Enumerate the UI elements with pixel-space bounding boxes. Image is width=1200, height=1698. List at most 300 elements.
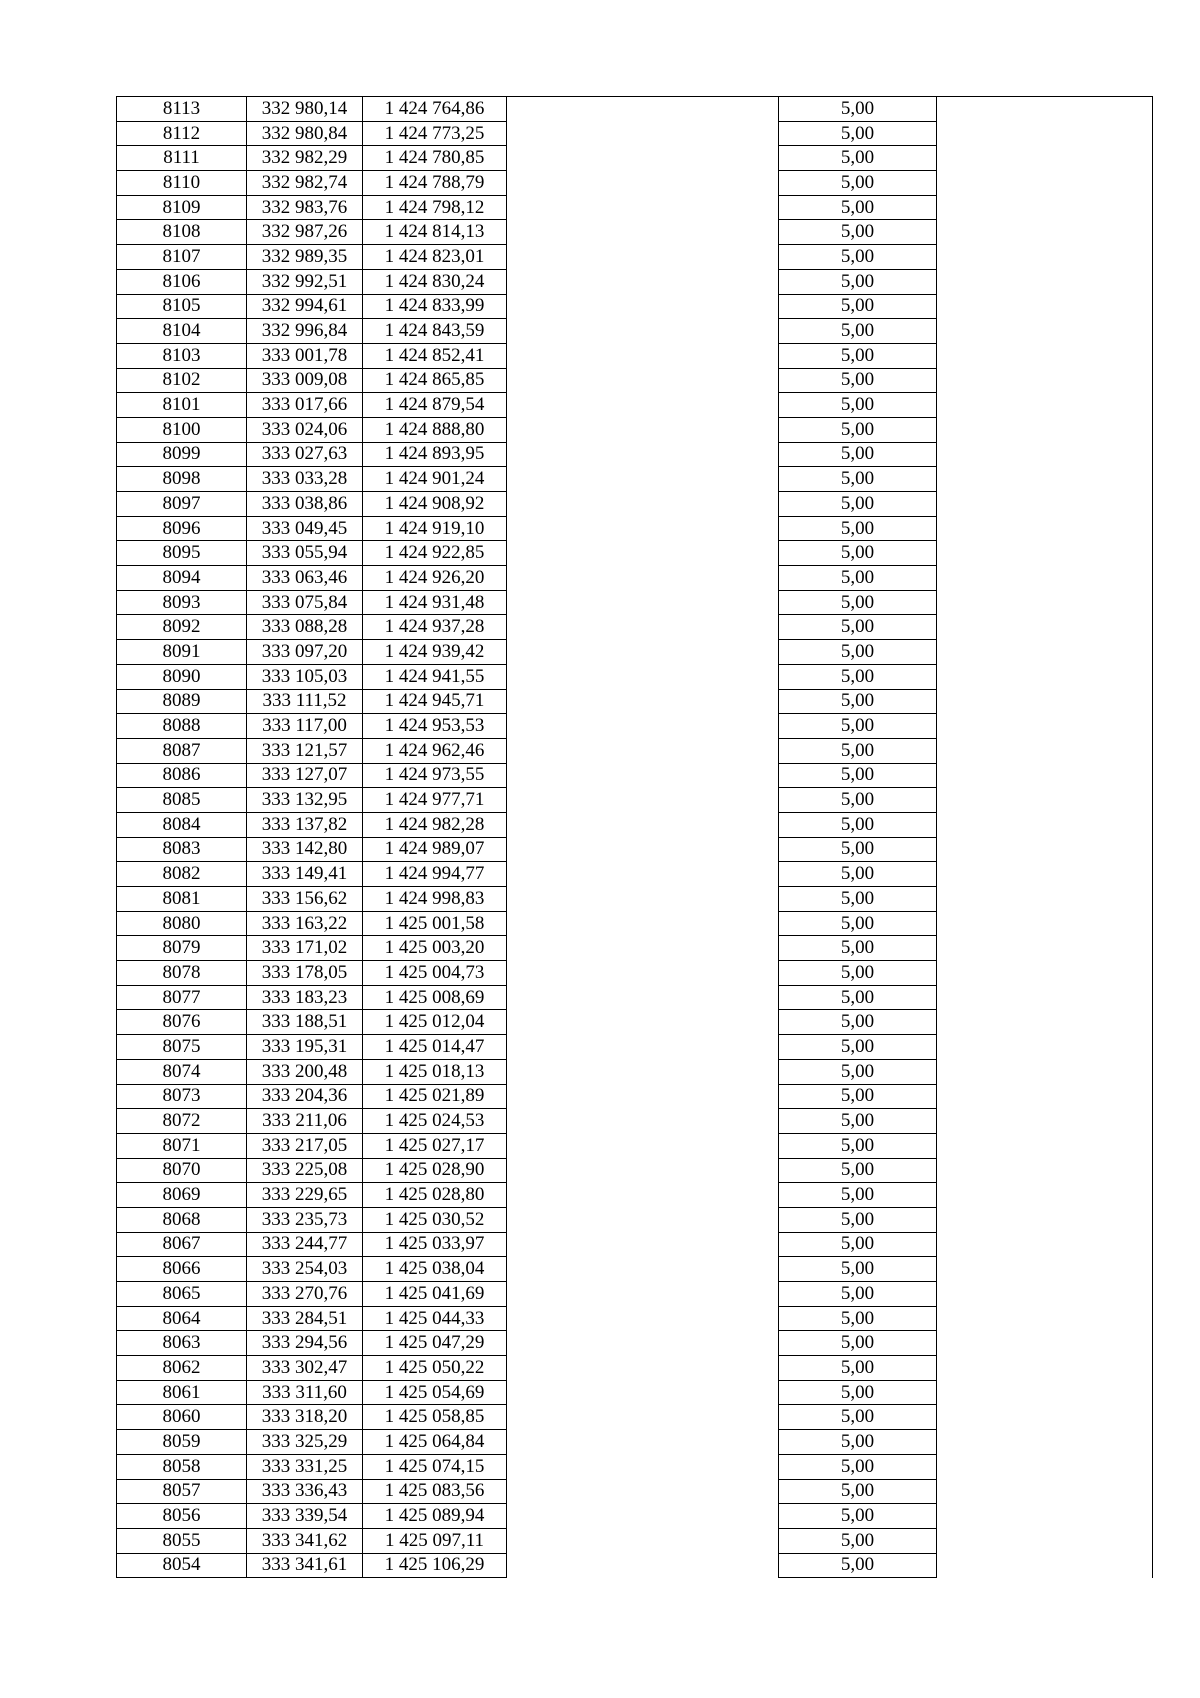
point-number-cell: 8062 <box>117 1356 247 1381</box>
empty-cell <box>937 1331 1153 1356</box>
point-number-cell: 8083 <box>117 837 247 862</box>
point-number-cell: 8066 <box>117 1257 247 1282</box>
point-number-cell: 8100 <box>117 417 247 442</box>
y-coordinate-cell: 1 424 764,86 <box>363 97 507 122</box>
y-coordinate-cell: 1 424 919,10 <box>363 516 507 541</box>
y-coordinate-cell: 1 425 089,94 <box>363 1504 507 1529</box>
x-coordinate-cell: 333 127,07 <box>247 763 363 788</box>
empty-cell <box>507 566 779 591</box>
x-coordinate-cell: 333 270,76 <box>247 1282 363 1307</box>
empty-cell <box>937 245 1153 270</box>
empty-cell <box>507 393 779 418</box>
point-number-cell: 8076 <box>117 1010 247 1035</box>
value-cell: 5,00 <box>779 763 937 788</box>
empty-cell <box>507 343 779 368</box>
empty-cell <box>937 664 1153 689</box>
coordinates-table-body <box>117 97 1153 1578</box>
point-number-cell: 8082 <box>117 862 247 887</box>
y-coordinate-cell: 1 424 830,24 <box>363 269 507 294</box>
value-cell: 5,00 <box>779 121 937 146</box>
empty-cell <box>937 1528 1153 1553</box>
value-cell: 5,00 <box>779 516 937 541</box>
y-coordinate-cell: 1 425 028,90 <box>363 1158 507 1183</box>
point-number-cell: 8106 <box>117 269 247 294</box>
table-row <box>117 492 1153 517</box>
x-coordinate-cell: 333 038,86 <box>247 492 363 517</box>
value-cell: 5,00 <box>779 862 937 887</box>
value-cell: 5,00 <box>779 220 937 245</box>
empty-cell <box>507 1207 779 1232</box>
y-coordinate-cell: 1 425 074,15 <box>363 1454 507 1479</box>
x-coordinate-cell: 333 105,03 <box>247 664 363 689</box>
point-number-cell: 8079 <box>117 936 247 961</box>
empty-cell <box>937 714 1153 739</box>
empty-cell <box>937 1504 1153 1529</box>
empty-cell <box>937 343 1153 368</box>
empty-cell <box>507 97 779 122</box>
value-cell: 5,00 <box>779 1356 937 1381</box>
empty-cell <box>507 590 779 615</box>
x-coordinate-cell: 333 088,28 <box>247 615 363 640</box>
x-coordinate-cell: 333 156,62 <box>247 887 363 912</box>
value-cell: 5,00 <box>779 1528 937 1553</box>
point-number-cell: 8108 <box>117 220 247 245</box>
table-row <box>117 763 1153 788</box>
y-coordinate-cell: 1 424 788,79 <box>363 171 507 196</box>
x-coordinate-cell: 333 142,80 <box>247 837 363 862</box>
point-number-cell: 8093 <box>117 590 247 615</box>
x-coordinate-cell: 333 178,05 <box>247 961 363 986</box>
empty-cell <box>507 1504 779 1529</box>
y-coordinate-cell: 1 425 047,29 <box>363 1331 507 1356</box>
empty-cell <box>937 492 1153 517</box>
point-number-cell: 8084 <box>117 812 247 837</box>
table-row <box>117 467 1153 492</box>
table-row <box>117 911 1153 936</box>
x-coordinate-cell: 333 024,06 <box>247 417 363 442</box>
x-coordinate-cell: 333 331,25 <box>247 1454 363 1479</box>
y-coordinate-cell: 1 424 937,28 <box>363 615 507 640</box>
value-cell: 5,00 <box>779 911 937 936</box>
table-row <box>117 640 1153 665</box>
point-number-cell: 8074 <box>117 1059 247 1084</box>
empty-cell <box>937 393 1153 418</box>
empty-cell <box>937 1306 1153 1331</box>
point-number-cell: 8086 <box>117 763 247 788</box>
value-cell: 5,00 <box>779 689 937 714</box>
x-coordinate-cell: 333 183,23 <box>247 985 363 1010</box>
point-number-cell: 8102 <box>117 368 247 393</box>
x-coordinate-cell: 333 171,02 <box>247 936 363 961</box>
empty-cell <box>507 1109 779 1134</box>
y-coordinate-cell: 1 424 931,48 <box>363 590 507 615</box>
value-cell: 5,00 <box>779 1405 937 1430</box>
table-row <box>117 1232 1153 1257</box>
value-cell: 5,00 <box>779 1430 937 1455</box>
empty-cell <box>507 1183 779 1208</box>
table-row <box>117 1479 1153 1504</box>
x-coordinate-cell: 332 989,35 <box>247 245 363 270</box>
point-number-cell: 8070 <box>117 1158 247 1183</box>
empty-cell <box>507 492 779 517</box>
point-number-cell: 8064 <box>117 1306 247 1331</box>
table-row <box>117 1282 1153 1307</box>
x-coordinate-cell: 333 284,51 <box>247 1306 363 1331</box>
y-coordinate-cell: 1 424 893,95 <box>363 442 507 467</box>
empty-cell <box>937 985 1153 1010</box>
empty-cell <box>507 269 779 294</box>
value-cell: 5,00 <box>779 492 937 517</box>
point-number-cell: 8072 <box>117 1109 247 1134</box>
x-coordinate-cell: 332 996,84 <box>247 319 363 344</box>
empty-cell <box>507 887 779 912</box>
y-coordinate-cell: 1 424 926,20 <box>363 566 507 591</box>
point-number-cell: 8060 <box>117 1405 247 1430</box>
point-number-cell: 8080 <box>117 911 247 936</box>
empty-cell <box>937 566 1153 591</box>
point-number-cell: 8071 <box>117 1133 247 1158</box>
empty-cell <box>507 788 779 813</box>
value-cell: 5,00 <box>779 442 937 467</box>
x-coordinate-cell: 333 017,66 <box>247 393 363 418</box>
empty-cell <box>507 319 779 344</box>
y-coordinate-cell: 1 424 823,01 <box>363 245 507 270</box>
point-number-cell: 8059 <box>117 1430 247 1455</box>
empty-cell <box>937 368 1153 393</box>
y-coordinate-cell: 1 424 962,46 <box>363 738 507 763</box>
y-coordinate-cell: 1 424 939,42 <box>363 640 507 665</box>
x-coordinate-cell: 333 055,94 <box>247 541 363 566</box>
empty-cell <box>937 1257 1153 1282</box>
value-cell: 5,00 <box>779 294 937 319</box>
table-row <box>117 1207 1153 1232</box>
table-row <box>117 615 1153 640</box>
table-row <box>117 738 1153 763</box>
y-coordinate-cell: 1 425 001,58 <box>363 911 507 936</box>
y-coordinate-cell: 1 425 064,84 <box>363 1430 507 1455</box>
table-row <box>117 1553 1153 1578</box>
table-row <box>117 343 1153 368</box>
empty-cell <box>937 1035 1153 1060</box>
x-coordinate-cell: 333 033,28 <box>247 467 363 492</box>
x-coordinate-cell: 332 982,74 <box>247 171 363 196</box>
empty-cell <box>937 1109 1153 1134</box>
y-coordinate-cell: 1 425 030,52 <box>363 1207 507 1232</box>
value-cell: 5,00 <box>779 887 937 912</box>
empty-cell <box>937 837 1153 862</box>
table-row <box>117 121 1153 146</box>
empty-cell <box>937 1553 1153 1578</box>
y-coordinate-cell: 1 424 865,85 <box>363 368 507 393</box>
value-cell: 5,00 <box>779 1553 937 1578</box>
empty-cell <box>507 1133 779 1158</box>
empty-cell <box>507 812 779 837</box>
value-cell: 5,00 <box>779 1331 937 1356</box>
empty-cell <box>507 1380 779 1405</box>
value-cell: 5,00 <box>779 1454 937 1479</box>
y-coordinate-cell: 1 425 003,20 <box>363 936 507 961</box>
value-cell: 5,00 <box>779 146 937 171</box>
x-coordinate-cell: 333 204,36 <box>247 1084 363 1109</box>
point-number-cell: 8077 <box>117 985 247 1010</box>
x-coordinate-cell: 333 235,73 <box>247 1207 363 1232</box>
y-coordinate-cell: 1 424 973,55 <box>363 763 507 788</box>
y-coordinate-cell: 1 425 004,73 <box>363 961 507 986</box>
point-number-cell: 8090 <box>117 664 247 689</box>
x-coordinate-cell: 333 311,60 <box>247 1380 363 1405</box>
value-cell: 5,00 <box>779 1084 937 1109</box>
empty-cell <box>937 195 1153 220</box>
y-coordinate-cell: 1 425 028,80 <box>363 1183 507 1208</box>
y-coordinate-cell: 1 424 945,71 <box>363 689 507 714</box>
empty-cell <box>937 1207 1153 1232</box>
empty-cell <box>507 911 779 936</box>
value-cell: 5,00 <box>779 714 937 739</box>
empty-cell <box>937 1454 1153 1479</box>
empty-cell <box>507 368 779 393</box>
value-cell: 5,00 <box>779 640 937 665</box>
empty-cell <box>507 936 779 961</box>
point-number-cell: 8096 <box>117 516 247 541</box>
empty-cell <box>507 1232 779 1257</box>
value-cell: 5,00 <box>779 1479 937 1504</box>
value-cell: 5,00 <box>779 1183 937 1208</box>
table-row <box>117 1306 1153 1331</box>
y-coordinate-cell: 1 425 097,11 <box>363 1528 507 1553</box>
value-cell: 5,00 <box>779 245 937 270</box>
empty-cell <box>937 862 1153 887</box>
empty-cell <box>507 146 779 171</box>
point-number-cell: 8057 <box>117 1479 247 1504</box>
table-row <box>117 1405 1153 1430</box>
table-row <box>117 1059 1153 1084</box>
empty-cell <box>937 738 1153 763</box>
point-number-cell: 8055 <box>117 1528 247 1553</box>
x-coordinate-cell: 333 001,78 <box>247 343 363 368</box>
y-coordinate-cell: 1 424 843,59 <box>363 319 507 344</box>
point-number-cell: 8105 <box>117 294 247 319</box>
table-row <box>117 812 1153 837</box>
empty-cell <box>937 1405 1153 1430</box>
point-number-cell: 8111 <box>117 146 247 171</box>
x-coordinate-cell: 333 027,63 <box>247 442 363 467</box>
point-number-cell: 8068 <box>117 1207 247 1232</box>
table-row <box>117 1331 1153 1356</box>
empty-cell <box>507 1356 779 1381</box>
table-row <box>117 1035 1153 1060</box>
y-coordinate-cell: 1 425 058,85 <box>363 1405 507 1430</box>
point-number-cell: 8063 <box>117 1331 247 1356</box>
table-row <box>117 442 1153 467</box>
point-number-cell: 8078 <box>117 961 247 986</box>
point-number-cell: 8073 <box>117 1084 247 1109</box>
value-cell: 5,00 <box>779 1158 937 1183</box>
y-coordinate-cell: 1 425 041,69 <box>363 1282 507 1307</box>
table-row <box>117 566 1153 591</box>
y-coordinate-cell: 1 424 879,54 <box>363 393 507 418</box>
value-cell: 5,00 <box>779 1133 937 1158</box>
y-coordinate-cell: 1 425 044,33 <box>363 1306 507 1331</box>
table-row <box>117 368 1153 393</box>
point-number-cell: 8113 <box>117 97 247 122</box>
point-number-cell: 8098 <box>117 467 247 492</box>
x-coordinate-cell: 333 254,03 <box>247 1257 363 1282</box>
point-number-cell: 8092 <box>117 615 247 640</box>
x-coordinate-cell: 333 229,65 <box>247 1183 363 1208</box>
x-coordinate-cell: 332 992,51 <box>247 269 363 294</box>
table-row <box>117 1158 1153 1183</box>
value-cell: 5,00 <box>779 788 937 813</box>
table-row <box>117 245 1153 270</box>
empty-cell <box>937 319 1153 344</box>
empty-cell <box>937 1059 1153 1084</box>
point-number-cell: 8112 <box>117 121 247 146</box>
empty-cell <box>937 541 1153 566</box>
table-row <box>117 171 1153 196</box>
y-coordinate-cell: 1 425 012,04 <box>363 1010 507 1035</box>
value-cell: 5,00 <box>779 1059 937 1084</box>
empty-cell <box>507 442 779 467</box>
empty-cell <box>937 442 1153 467</box>
empty-cell <box>507 837 779 862</box>
point-number-cell: 8058 <box>117 1454 247 1479</box>
empty-cell <box>937 516 1153 541</box>
empty-cell <box>937 1133 1153 1158</box>
value-cell: 5,00 <box>779 985 937 1010</box>
empty-cell <box>507 664 779 689</box>
x-coordinate-cell: 332 987,26 <box>247 220 363 245</box>
empty-cell <box>937 689 1153 714</box>
value-cell: 5,00 <box>779 1232 937 1257</box>
point-number-cell: 8107 <box>117 245 247 270</box>
table-row <box>117 1380 1153 1405</box>
empty-cell <box>507 1158 779 1183</box>
point-number-cell: 8109 <box>117 195 247 220</box>
empty-cell <box>507 763 779 788</box>
point-number-cell: 8087 <box>117 738 247 763</box>
empty-cell <box>937 1232 1153 1257</box>
table-row <box>117 985 1153 1010</box>
empty-cell <box>937 1183 1153 1208</box>
table-row <box>117 714 1153 739</box>
x-coordinate-cell: 333 244,77 <box>247 1232 363 1257</box>
table-row <box>117 220 1153 245</box>
table-row <box>117 1183 1153 1208</box>
x-coordinate-cell: 333 341,62 <box>247 1528 363 1553</box>
y-coordinate-cell: 1 424 922,85 <box>363 541 507 566</box>
empty-cell <box>507 541 779 566</box>
y-coordinate-cell: 1 425 018,13 <box>363 1059 507 1084</box>
x-coordinate-cell: 333 188,51 <box>247 1010 363 1035</box>
x-coordinate-cell: 333 049,45 <box>247 516 363 541</box>
empty-cell <box>507 1331 779 1356</box>
x-coordinate-cell: 333 111,52 <box>247 689 363 714</box>
y-coordinate-cell: 1 424 998,83 <box>363 887 507 912</box>
table-row <box>117 1454 1153 1479</box>
y-coordinate-cell: 1 425 050,22 <box>363 1356 507 1381</box>
x-coordinate-cell: 333 163,22 <box>247 911 363 936</box>
empty-cell <box>937 763 1153 788</box>
value-cell: 5,00 <box>779 343 937 368</box>
empty-cell <box>937 887 1153 912</box>
x-coordinate-cell: 332 994,61 <box>247 294 363 319</box>
empty-cell <box>507 195 779 220</box>
empty-cell <box>507 294 779 319</box>
table-row <box>117 862 1153 887</box>
value-cell: 5,00 <box>779 566 937 591</box>
point-number-cell: 8067 <box>117 1232 247 1257</box>
y-coordinate-cell: 1 425 083,56 <box>363 1479 507 1504</box>
x-coordinate-cell: 333 132,95 <box>247 788 363 813</box>
point-number-cell: 8104 <box>117 319 247 344</box>
empty-cell <box>937 171 1153 196</box>
y-coordinate-cell: 1 424 994,77 <box>363 862 507 887</box>
value-cell: 5,00 <box>779 269 937 294</box>
y-coordinate-cell: 1 424 773,25 <box>363 121 507 146</box>
point-number-cell: 8091 <box>117 640 247 665</box>
value-cell: 5,00 <box>779 1282 937 1307</box>
value-cell: 5,00 <box>779 738 937 763</box>
table-row <box>117 1257 1153 1282</box>
y-coordinate-cell: 1 424 852,41 <box>363 343 507 368</box>
empty-cell <box>937 640 1153 665</box>
x-coordinate-cell: 333 149,41 <box>247 862 363 887</box>
point-number-cell: 8095 <box>117 541 247 566</box>
value-cell: 5,00 <box>779 615 937 640</box>
y-coordinate-cell: 1 425 008,69 <box>363 985 507 1010</box>
x-coordinate-cell: 333 217,05 <box>247 1133 363 1158</box>
y-coordinate-cell: 1 425 014,47 <box>363 1035 507 1060</box>
empty-cell <box>507 1454 779 1479</box>
point-number-cell: 8103 <box>117 343 247 368</box>
table-row <box>117 936 1153 961</box>
empty-cell <box>937 1084 1153 1109</box>
value-cell: 5,00 <box>779 541 937 566</box>
x-coordinate-cell: 333 225,08 <box>247 1158 363 1183</box>
value-cell: 5,00 <box>779 1380 937 1405</box>
table-row <box>117 393 1153 418</box>
empty-cell <box>937 269 1153 294</box>
x-coordinate-cell: 333 137,82 <box>247 812 363 837</box>
empty-cell <box>937 417 1153 442</box>
y-coordinate-cell: 1 425 038,04 <box>363 1257 507 1282</box>
point-number-cell: 8110 <box>117 171 247 196</box>
empty-cell <box>937 615 1153 640</box>
value-cell: 5,00 <box>779 195 937 220</box>
point-number-cell: 8099 <box>117 442 247 467</box>
y-coordinate-cell: 1 425 033,97 <box>363 1232 507 1257</box>
empty-cell <box>937 1479 1153 1504</box>
empty-cell <box>937 1282 1153 1307</box>
table-row <box>117 195 1153 220</box>
empty-cell <box>937 961 1153 986</box>
empty-cell <box>507 615 779 640</box>
empty-cell <box>507 738 779 763</box>
empty-cell <box>507 1035 779 1060</box>
y-coordinate-cell: 1 424 814,13 <box>363 220 507 245</box>
empty-cell <box>507 961 779 986</box>
table-row <box>117 1504 1153 1529</box>
point-number-cell: 8069 <box>117 1183 247 1208</box>
empty-cell <box>937 590 1153 615</box>
empty-cell <box>507 862 779 887</box>
empty-cell <box>507 220 779 245</box>
empty-cell <box>507 1528 779 1553</box>
x-coordinate-cell: 333 211,06 <box>247 1109 363 1134</box>
x-coordinate-cell: 333 302,47 <box>247 1356 363 1381</box>
empty-cell <box>937 936 1153 961</box>
empty-cell <box>937 220 1153 245</box>
